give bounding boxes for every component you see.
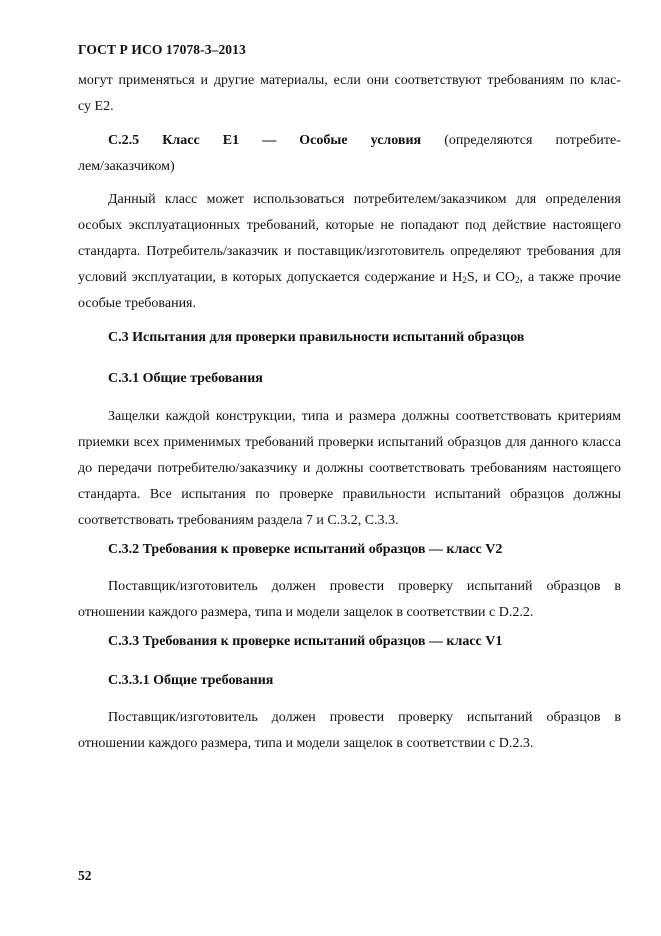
paragraph-c331 [78, 705, 621, 757]
heading-word: условия [370, 133, 422, 148]
paragraph-text: , а также прочие особые требования. [78, 270, 621, 311]
heading-word: Класс [162, 133, 200, 148]
heading-word: потребите- [555, 133, 621, 148]
section-c32-heading: С.3.2 Требования к проверке испытаний образцов — класс V2 [108, 542, 503, 557]
paragraph-text: Поставщик/изготовитель должен провести проверку испытаний образцов в отношении каждого размера, типа и модели защелок в соответствии с D.2.3. [78, 710, 621, 751]
paragraph-text: Защелки каждой конструкции, типа и размера должны соответствовать критериям приемки всех применимых требований проверки испытаний образцов для данного класса до передачи потребителю/заказчику и должны соответствовать требованиям настоящего стандарта. Все испытания по проверке правильности испытаний образцов должны соответствовать требованиям раздела 7 и С.3.2, С.3.3. [78, 409, 621, 528]
document-header: ГОСТ Р ИСО 17078-3–2013 [78, 42, 246, 57]
paragraph-line: су E2. [78, 99, 114, 114]
section-c25-heading [78, 128, 621, 180]
paragraph-continuation [78, 68, 621, 120]
paragraph-text: S, и CO [466, 270, 515, 285]
paragraph-c31 [78, 404, 621, 534]
heading-word: Особые [299, 133, 348, 148]
section-c3-heading: С.3 Испытания для проверки правильности испытаний образцов [108, 330, 525, 345]
subscript: 2 [462, 275, 467, 285]
section-c33-heading: С.3.3 Требования к проверке испытаний образцов — класс V1 [108, 634, 503, 649]
section-c331-heading: С.3.3.1 Общие требования [108, 673, 274, 688]
heading-word: — [262, 133, 277, 148]
paragraph-text: Поставщик/изготовитель должен провести проверку испытаний образцов в отношении каждого размера, типа и модели защелок в соответствии с D.2.2. [78, 579, 621, 620]
paragraph-c32 [78, 574, 621, 626]
heading-number: С.2.5 [108, 133, 140, 148]
heading-line2: лем/заказчиком) [78, 159, 175, 174]
section-c31-heading: С.3.1 Общие требования [108, 371, 263, 386]
paragraph-text: Данный класс может использоваться потребителем/заказчиком для определения особых эксплуатационных требований, которые не попадают под действие настоящего стандарта. Потребитель/заказчик и поставщик/изготовитель определяют требования для условий эксплуатации, в которых допускается содержание и H [78, 192, 621, 285]
paragraph-c25 [78, 187, 621, 317]
page-number: 52 [78, 868, 92, 883]
heading-word: E1 [222, 133, 240, 148]
paragraph-line: могут применяться и другие материалы, если они соответствуют требованиям по клас- [78, 73, 621, 88]
subscript: 2 [515, 275, 520, 285]
heading-word: (определяются [444, 133, 533, 148]
